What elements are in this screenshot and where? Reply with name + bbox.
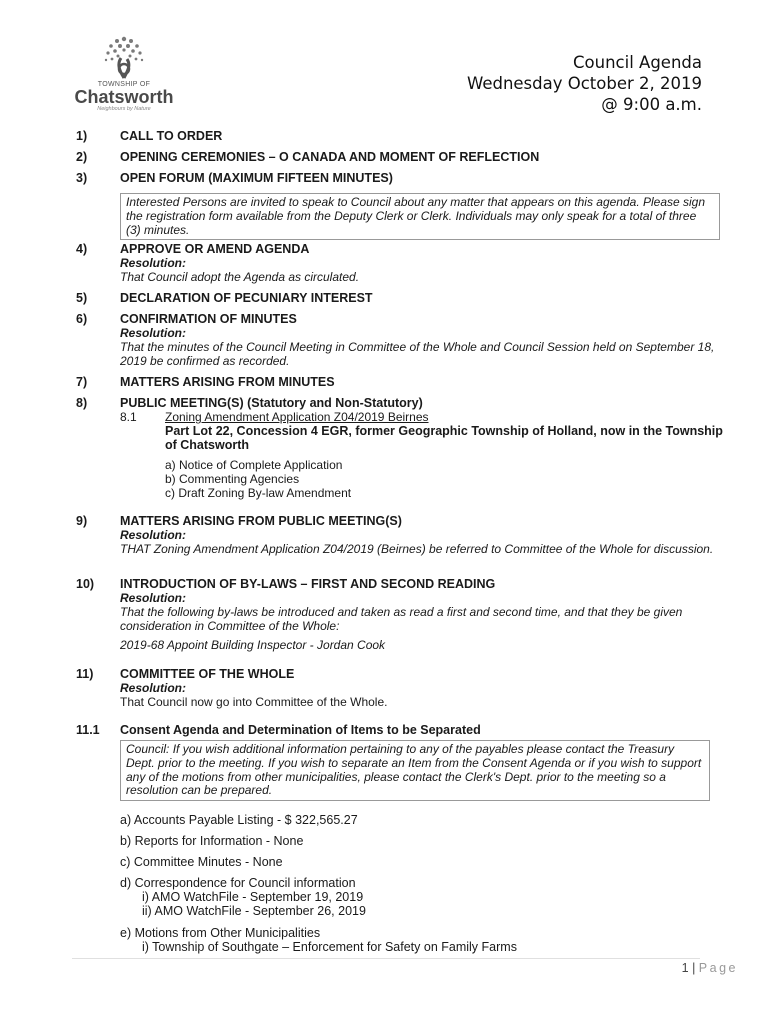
resolution-text: That the following by-laws be introduced and taken as read a first and second time, and that they be given consideration in Committee of the Whole: bbox=[120, 605, 683, 633]
agenda-item-7 bbox=[76, 375, 726, 389]
agenda-item-10 bbox=[76, 577, 726, 652]
item-number: 3) bbox=[76, 171, 88, 185]
list-item: c) Committee Minutes - None bbox=[120, 855, 283, 870]
list-item: a) Notice of Complete Application bbox=[165, 458, 343, 472]
list-item: b) Reports for Information - None bbox=[120, 834, 304, 849]
property-description: Part Lot 22, Concession 4 EGR, former Geographic Township of Holland, now in the Township of Chatsworth bbox=[165, 424, 723, 452]
item-title: INTRODUCTION OF BY-LAWS – FIRST AND SECOND READING bbox=[120, 577, 496, 591]
item-title: Consent Agenda and Determination of Items to be Separated bbox=[120, 723, 481, 737]
item-title: CONFIRMATION OF MINUTES bbox=[120, 312, 297, 326]
item-title: APPROVE OR AMEND AGENDA bbox=[120, 242, 310, 256]
page-label: Page bbox=[698, 961, 738, 975]
tree-logo-icon bbox=[100, 34, 148, 80]
agenda-item-5 bbox=[76, 291, 726, 305]
list-item: c) Draft Zoning By-law Amendment bbox=[165, 486, 352, 500]
item-number: 1) bbox=[76, 129, 88, 143]
list-item: a) Accounts Payable Listing - $ 322,565.27 bbox=[120, 813, 358, 828]
footer-divider bbox=[72, 958, 700, 959]
logo-tagline: Neighbours by Nature bbox=[97, 106, 151, 112]
item-number: 7) bbox=[76, 375, 88, 389]
agenda-item-9 bbox=[76, 514, 726, 556]
resolution-text: That Council adopt the Agenda as circulated. bbox=[120, 270, 360, 284]
consent-agenda-note: Council: If you wish additional information pertaining to any of the payables please contact the Treasury Dept. prior to the meeting. If you wish to separate an Item from the Consent Agenda or if you wish to support any of the motions from other municipalities, please contact the Clerk's Dept. prior to the meeting so a resolution can be prepared. bbox=[120, 740, 710, 801]
agenda-item-2 bbox=[76, 150, 726, 164]
township-logo bbox=[72, 34, 176, 112]
list-sub-item: i) Township of Southgate – Enforcement for Safety on Family Farms bbox=[142, 940, 517, 955]
agenda-item-1 bbox=[76, 129, 726, 143]
sub-item-number: 8.1 bbox=[120, 410, 137, 424]
agenda-item-11-1 bbox=[76, 723, 726, 954]
open-forum-note: Interested Persons are invited to speak to Council about any matter that appears on this agenda. Please sign the registration form available from the Deputy Clerk or Clerk. Individuals may only speak for a total of three (3) minutes. bbox=[120, 193, 720, 240]
page-number bbox=[682, 961, 738, 975]
item-number: 6) bbox=[76, 312, 88, 326]
resolution-label: Resolution: bbox=[120, 591, 186, 605]
item-title: OPENING CEREMONIES – O CANADA AND MOMENT OF REFLECTION bbox=[120, 150, 540, 164]
sub-item-8-1 bbox=[120, 410, 726, 424]
item-number: 11.1 bbox=[76, 723, 100, 737]
header-title: Council Agenda bbox=[573, 53, 702, 72]
list-item: b) Commenting Agencies bbox=[165, 472, 300, 486]
item-number: 5) bbox=[76, 291, 88, 305]
agenda-item-8 bbox=[76, 396, 726, 500]
resolution-label: Resolution: bbox=[120, 256, 186, 270]
resolution-text: That the minutes of the Council Meeting in Committee of the Whole and Council Session held on September 18, 2019 be confirmed as recorded. bbox=[120, 340, 715, 368]
item-title: DECLARATION OF PECUNIARY INTEREST bbox=[120, 291, 373, 305]
agenda-item-11 bbox=[76, 667, 726, 709]
agenda-item-6 bbox=[76, 312, 726, 368]
item-number: 11) bbox=[76, 667, 94, 681]
list-sub-item: ii) AMO WatchFile - September 26, 2019 bbox=[142, 904, 366, 919]
resolution-label: Resolution: bbox=[120, 528, 186, 542]
logo-name: Chatsworth bbox=[74, 87, 174, 107]
resolution-text: THAT Zoning Amendment Application Z04/2019 (Beirnes) be referred to Committee of the Whole for discussion. bbox=[120, 542, 714, 556]
agenda-header bbox=[467, 52, 702, 115]
item-title: MATTERS ARISING FROM MINUTES bbox=[120, 375, 335, 389]
list-sub-item: i) AMO WatchFile - September 19, 2019 bbox=[142, 890, 364, 905]
logo-township-of: TOWNSHIP OF bbox=[97, 81, 151, 88]
sub-item-title: Zoning Amendment Application Z04/2019 Beirnes bbox=[165, 410, 429, 424]
item-number: 10) bbox=[76, 577, 95, 591]
resolution-label: Resolution: bbox=[120, 681, 186, 695]
resolution-text: That Council now go into Committee of the Whole. bbox=[120, 695, 388, 709]
item-number: 4) bbox=[76, 242, 88, 256]
item-title: PUBLIC MEETING(S) (Statutory and Non-Statutory) bbox=[120, 396, 423, 410]
list-item: d) Correspondence for Council information bbox=[120, 876, 356, 891]
header-time: @ 9:00 a.m. bbox=[601, 95, 702, 114]
item-number: 2) bbox=[76, 150, 88, 164]
item-title: COMMITTEE OF THE WHOLE bbox=[120, 667, 295, 681]
resolution-label: Resolution: bbox=[120, 326, 186, 340]
page-number-value: 1 | bbox=[681, 961, 699, 975]
header-date: Wednesday October 2, 2019 bbox=[466, 74, 702, 93]
item-title: CALL TO ORDER bbox=[120, 129, 223, 143]
agenda-item-3 bbox=[76, 171, 726, 240]
list-item: e) Motions from Other Municipalities bbox=[120, 926, 321, 941]
item-title: OPEN FORUM (MAXIMUM FIFTEEN MINUTES) bbox=[120, 171, 393, 185]
agenda-item-4 bbox=[76, 242, 726, 284]
bylaw-entry: 2019-68 Appoint Building Inspector - Jordan Cook bbox=[120, 638, 386, 652]
item-title: MATTERS ARISING FROM PUBLIC MEETING(S) bbox=[120, 514, 402, 528]
item-number: 9) bbox=[76, 514, 88, 528]
item-number: 8) bbox=[76, 396, 88, 410]
